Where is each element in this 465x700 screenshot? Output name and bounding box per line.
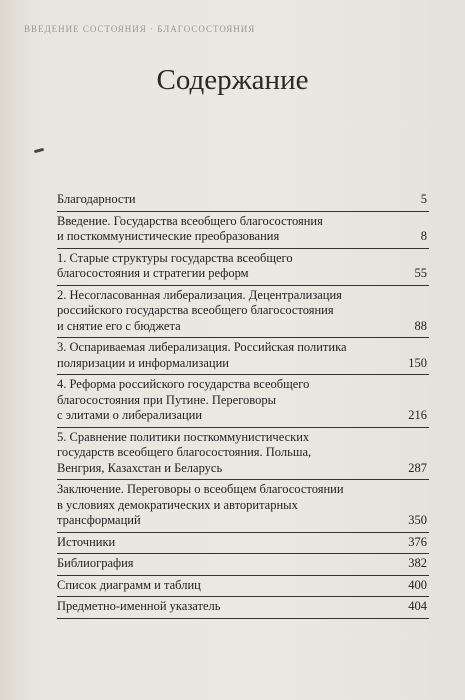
- page-title: Содержание: [156, 64, 309, 96]
- toc-entry-line: 4. Реформа российского государства всеобщего: [57, 377, 310, 391]
- toc-entry-line: в условиях демократических и авторитарных: [57, 497, 298, 512]
- table-of-contents: [57, 190, 429, 619]
- toc-entry: [57, 428, 429, 481]
- toc-entry-line: Библиография: [57, 556, 134, 570]
- toc-entry: [57, 576, 429, 598]
- toc-entry-line: Заключение. Переговоры о всеобщем благосостоянии: [57, 482, 344, 496]
- toc-entry-line: трансформаций: [57, 513, 141, 527]
- toc-entry-line: с элитами о либерализации: [57, 408, 203, 422]
- ink-speck: [34, 148, 44, 153]
- toc-entry-line: поляризации и информализации: [57, 355, 229, 370]
- toc-entry: [57, 212, 429, 249]
- toc-page-number: 88: [414, 318, 427, 333]
- toc-entry-line: Венгрия, Казахстан и Беларусь: [57, 460, 223, 475]
- toc-entry: [57, 249, 429, 286]
- toc-entry-line: Источники: [57, 534, 116, 549]
- toc-page-number: 287: [408, 460, 427, 475]
- toc-entry-line: и снятие его с бюджета: [57, 318, 181, 333]
- toc-entry: [57, 338, 429, 375]
- toc-page-number: 216: [408, 408, 427, 422]
- toc-entry-line: Предметно-именной указатель: [57, 599, 221, 613]
- toc-entry: [57, 375, 429, 428]
- toc-entry: [57, 480, 429, 533]
- toc-entry: [57, 286, 429, 339]
- toc-entry: [57, 554, 429, 576]
- toc-page-number: 400: [408, 577, 427, 592]
- toc-entry-line: благосостояния при Путине. Переговоры: [57, 392, 277, 407]
- toc-entry-line: 5. Сравнение политики посткоммунистических: [57, 429, 310, 444]
- toc-entry: [57, 190, 429, 212]
- toc-page-number: 5: [420, 192, 427, 206]
- running-head: ВВЕДЕНИЕ СОСТОЯНИЯ · БЛАГОСОСТОЯНИЯ: [24, 24, 256, 34]
- toc-entry-line: благосостояния и стратегии реформ: [57, 266, 249, 280]
- toc-entry: [57, 597, 429, 619]
- toc-entry-line: Введение. Государства всеобщего благосостояния: [57, 213, 323, 228]
- toc-page-number: 55: [414, 266, 427, 280]
- toc-entry: [57, 533, 429, 555]
- toc-entry-line: Благодарности: [57, 192, 136, 206]
- toc-page-number: 350: [408, 513, 427, 527]
- toc-page-number: 404: [408, 599, 427, 613]
- toc-page-number: 150: [408, 355, 427, 370]
- toc-entry-line: государств всеобщего благосостояния. Польша,: [57, 445, 312, 459]
- toc-entry-line: 2. Несогласованная либерализация. Децентрализация: [57, 287, 342, 302]
- toc-page-number: 8: [420, 229, 427, 243]
- toc-entry-line: и посткоммунистические преобразования: [57, 229, 280, 243]
- toc-entry-line: 1. Старые структуры государства всеобщего: [57, 250, 293, 265]
- toc-page-number: 376: [408, 534, 427, 549]
- toc-page-number: 382: [408, 556, 427, 570]
- toc-entry-line: Список диаграмм и таблиц: [57, 577, 201, 592]
- toc-entry-line: российского государства всеобщего благосостояния: [57, 303, 334, 317]
- toc-entry-line: 3. Оспариваемая либерализация. Российская политика: [57, 340, 347, 354]
